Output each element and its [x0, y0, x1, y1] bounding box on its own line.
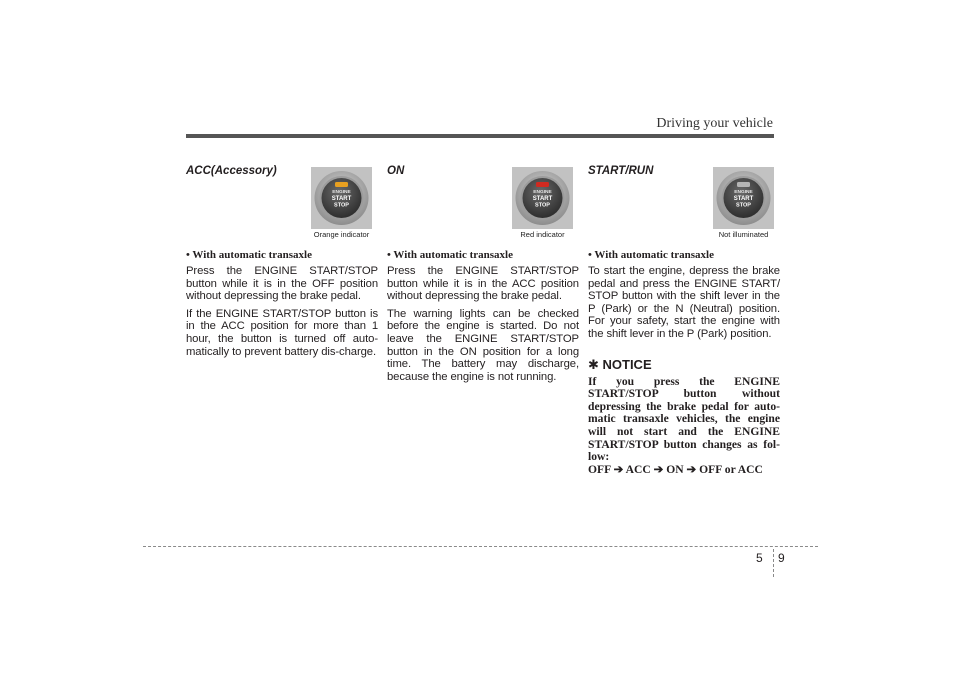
notice-body: If you press the ENGINE START/STOP button without depressing the brake pedal for auto-matic transaxle vehicles, the engine will not start and the ENGINE START/STOP button changes as fol-low: [588, 374, 780, 464]
engine-start-button-icon [512, 167, 573, 229]
paragraph-start-run-1: To start the engine, depress the brake pedal and press the ENGINE START/ STOP button with the shift lever in the P (Park) or the N (Neutral) position. For your safety, start the engine with the shift lever in the P (Park) position. [588, 265, 780, 340]
notice-sequence: OFF ➔ ACC ➔ ON ➔ OFF or ACC [588, 462, 763, 476]
indicator-light [335, 182, 348, 187]
running-header-title: Driving your vehicle [656, 116, 773, 131]
button-label-line1: ENGINE [533, 190, 552, 195]
paragraph-acc-1: Press the ENGINE START/STOP button while it is in the OFF position without depressing the brake pedal. [186, 265, 378, 303]
indicator-light [737, 182, 750, 187]
button-label-line3: STOP [535, 202, 550, 209]
footer-divider [773, 549, 774, 577]
subhead-acc: • With automatic transaxle [186, 249, 312, 261]
photo-caption-start-run: Not illuminated [718, 230, 769, 239]
photo-caption-acc: Orange indicator [313, 230, 370, 239]
engine-start-button-icon [311, 167, 372, 229]
section-title-acc: ACC(Accessory) [186, 165, 277, 177]
paragraph-on-2: The warning lights can be checked before the engine is started. Do not leave the ENGINE START/STOP button in the ON position for a long time. The battery may discharge, because the engine is not running. [387, 307, 579, 383]
engine-button-photo-on [512, 167, 573, 240]
button-label-line3: STOP [736, 202, 751, 209]
chapter-number: 5 [756, 551, 763, 565]
footer-rule [143, 546, 818, 547]
indicator-light [536, 182, 549, 187]
button-label-line2: START [733, 196, 754, 202]
button-label-line2: START [532, 196, 553, 202]
subhead-on: • With automatic transaxle [387, 249, 513, 261]
engine-button-photo-acc [311, 167, 372, 240]
notice-title: ✱ NOTICE [588, 356, 652, 372]
button-label-line2: START [331, 196, 352, 202]
subhead-start-run: • With automatic transaxle [588, 249, 714, 261]
button-label-line3: STOP [334, 202, 349, 209]
photo-box [512, 167, 573, 229]
button-label-line1: ENGINE [332, 190, 351, 195]
header-rule [186, 134, 774, 138]
section-title-start-run: START/RUN [588, 165, 654, 177]
engine-button-photo-start-run [713, 167, 774, 240]
engine-start-button-icon [713, 167, 774, 229]
photo-box [713, 167, 774, 229]
page-number: 9 [778, 551, 785, 565]
photo-box [311, 167, 372, 229]
section-title-on: ON [387, 165, 405, 177]
button-label-line1: ENGINE [734, 190, 753, 195]
paragraph-on-1: Press the ENGINE START/STOP button while it is in the ACC position without depressing the brake pedal. [387, 265, 579, 303]
paragraph-acc-2: If the ENGINE START/STOP button is in the ACC position for more than 1 hour, the button is turned off auto-matically to prevent battery dis-charge. [186, 307, 378, 358]
photo-caption-on: Red indicator [520, 230, 565, 239]
